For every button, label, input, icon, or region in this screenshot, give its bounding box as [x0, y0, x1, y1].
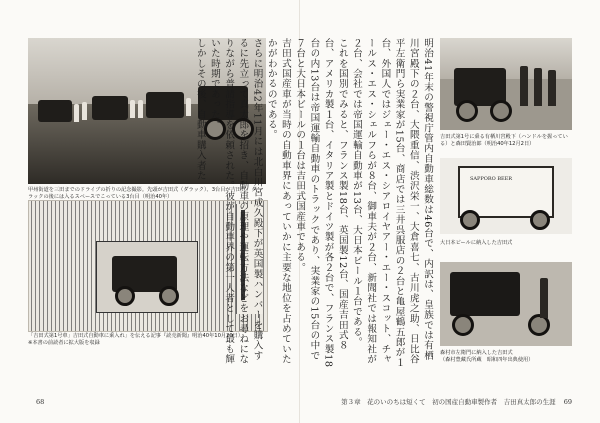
right-photo-1 [440, 38, 572, 130]
right-photo-2-caption [440, 240, 575, 247]
person [540, 278, 548, 318]
person [82, 102, 87, 120]
caption-line: 「吉田式第1号車」吉田式自動車に乗入れ」を伝える記事『読売新聞』明治40年10月20日） [28, 333, 244, 339]
car-wheel [452, 314, 474, 336]
caption-line: ※本書の前読者に拡大版を収録 [28, 340, 100, 346]
body-text [194, 38, 434, 368]
newspaper-car-photo [96, 241, 198, 313]
car-wheel [490, 100, 512, 122]
body-paragraph: さらに明治42年11月には北白川宮成久殿下が英国製ハンバーを購入するに先立って真太郎を招き、自動車の原理や運転方法などをお尋ねになりながら普請指導を依頼された。彼が自動車界の第一人者として最も輝いた時期であった。 [208, 38, 263, 365]
body-paragraph: 明治41年末の警視庁管内自動車総数は46台で、内訳は、皇族では有栖川宮殿下の２台、大隈重信、渋沢栄一、大倉喜七、古川虎之助、日比谷平左衛門ら実業家が15台、商店では三井呉服店の２台と亀屋鶴五郎が１台、外国人ではジェー・エス・シアロイヤアー・エー・スコット、チャールス・エス・シェルフらが８台、御車夫が２台、新聞社では報知社が２台、会社では帝国運輸自動車が13台、大日本ビール１台である。 [350, 38, 433, 368]
person [548, 70, 556, 106]
body-paragraph: 吉田式国産車が当時の自動車界にあっていかに主要な地位を占めていたかがわかるのである。 [265, 38, 291, 365]
caption-line: 吉田式第1号に乗る有栖川宮殿下（ハンドルを握ってい [440, 134, 568, 140]
vintage-car [92, 96, 128, 120]
car-wheel [115, 286, 135, 306]
person [520, 66, 528, 106]
person [534, 68, 542, 106]
caption-line: 森村市左衛門に納入した吉田式 [440, 350, 513, 356]
car-wheel [460, 210, 480, 230]
caption-line: （森村豊藏氏所蔵 昭和四年出典使用） [440, 357, 534, 363]
body-paragraph: これを国別でみると、フランス製18台、英国製12台、国産吉田式８台、アメリカ製１台、イタリア製とドイツ製が各２台で、フランス製18台の内13台は帝国運輸自動車のトラックであり、実業家の15台の中で７台と大日本ビールの１台は吉田式国産車である。 [294, 38, 348, 368]
running-head-text: 第３章 花のいのちは短くて 初の国産自動車製作者 吉田真太郎の生涯 [341, 398, 556, 406]
right-page [194, 0, 600, 423]
right-photo-3-caption [440, 350, 575, 364]
running-head [341, 397, 572, 406]
page-number-left: 68 [36, 398, 45, 406]
body-paragraph: しかしその後、自動車購入者た [194, 38, 206, 181]
van-sign: SAPPORO BEER [470, 176, 513, 182]
car-wheel [159, 286, 179, 306]
caption-line: 甲州街道を三田までのドライブの折りの記念撮影。先頭が吉田式（ダラック）、3台目が吉田式。ダ [28, 187, 257, 193]
caption-line: る）と森田賢治郎（明治40年12月2日） [440, 141, 535, 147]
person [130, 100, 135, 118]
person [138, 100, 143, 118]
right-photo-1-caption [440, 134, 575, 148]
car-wheel [530, 210, 550, 230]
right-photo-2 [440, 158, 572, 234]
right-photo-3 [440, 262, 572, 346]
vintage-car [38, 100, 72, 122]
caption-line: 大日本ビールに納入した吉田式 [440, 240, 513, 246]
page-number-right: 69 [563, 398, 572, 406]
caption-line: ラックの後には入るスペースでこっている3台目（明治40年） [28, 194, 173, 200]
vintage-car [146, 92, 184, 118]
vintage-car [450, 272, 520, 316]
car-wheel [456, 100, 478, 122]
person [74, 104, 79, 122]
person [186, 98, 191, 116]
